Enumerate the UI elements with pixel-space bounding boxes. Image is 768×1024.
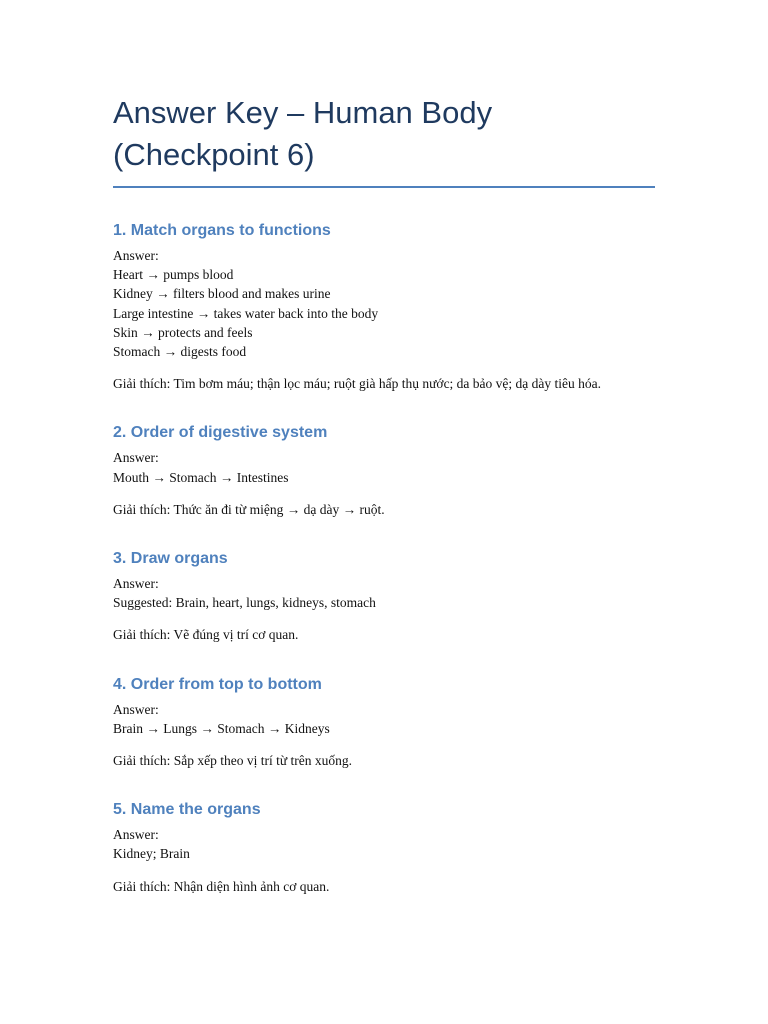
- section-1: [113, 221, 655, 393]
- sections-container: [113, 221, 655, 896]
- answer-label: Answer:: [113, 827, 159, 843]
- answer-label: Answer:: [113, 248, 159, 263]
- section-heading: 1. Match organs to functions: [113, 222, 331, 239]
- section-heading: 4. Order from top to bottom: [113, 675, 322, 693]
- answer-line: Heart → pumps blood: [113, 267, 234, 283]
- section-2: [113, 423, 655, 519]
- answer-line: Kidney; Brain: [113, 846, 190, 862]
- answer-line: Large intestine → takes water back into the body: [113, 305, 379, 321]
- answer-line: Mouth → Stomach → Intestines: [113, 469, 289, 485]
- explanation: Giải thích: Sắp xếp theo vị trí từ trên xuống.: [113, 753, 353, 769]
- answer-line: Stomach → digests food: [113, 344, 247, 360]
- explanation: Giải thích: Vẽ đúng vị trí cơ quan.: [113, 627, 299, 643]
- answer-line: Skin → protects and feels: [113, 324, 253, 340]
- title-underline: [113, 186, 655, 188]
- answer-line: Suggested: Brain, heart, lungs, kidneys, stomach: [113, 595, 376, 611]
- explanation: Giải thích: Thức ăn đi từ miệng → dạ dày → ruột.: [113, 501, 385, 517]
- answer-label: Answer:: [113, 576, 159, 592]
- explanation: Giải thích: Tim bơm máu; thận lọc máu; ruột già hấp thụ nước; da bảo vệ; dạ dày tiêu hóa.: [113, 376, 602, 392]
- answer-label: Answer:: [113, 701, 159, 717]
- document-page: [113, 92, 655, 896]
- answer-line: Kidney → filters blood and makes urine: [113, 286, 331, 302]
- section-4: [113, 675, 655, 771]
- section-5: [113, 800, 655, 896]
- section-3: [113, 549, 655, 645]
- section-heading: 5. Name the organs: [113, 801, 261, 819]
- section-heading: 2. Order of digestive system: [113, 424, 328, 442]
- answer-label: Answer:: [113, 450, 159, 466]
- explanation: Giải thích: Nhận diện hình ảnh cơ quan.: [113, 878, 330, 894]
- document-title: Answer Key – Human Body (Checkpoint 6): [113, 95, 493, 172]
- answer-line: Brain → Lungs → Stomach → Kidneys: [113, 720, 330, 736]
- section-heading: 3. Draw organs: [113, 550, 228, 568]
